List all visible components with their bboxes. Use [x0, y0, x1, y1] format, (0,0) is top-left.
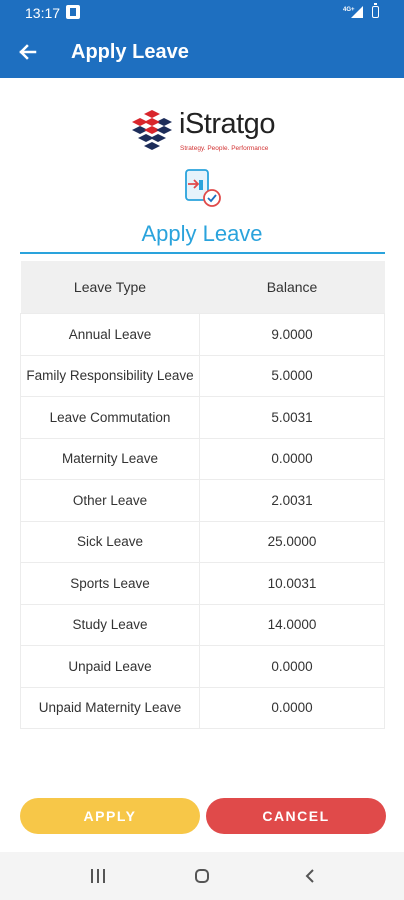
balance-cell: 14.0000	[200, 604, 385, 646]
balance-cell: 10.0031	[200, 563, 385, 605]
column-header-balance: Balance	[200, 261, 385, 314]
balance-cell: 2.0031	[200, 480, 385, 522]
table-row[interactable]	[21, 480, 385, 522]
status-time: 13:17	[25, 5, 61, 21]
apply-button[interactable]: APPLY	[20, 798, 200, 834]
network-type: 4G+	[343, 7, 355, 13]
balance-cell: 0.0000	[200, 438, 385, 480]
status-bar	[0, 0, 404, 26]
balance-cell: 0.0000	[200, 687, 385, 729]
battery-icon	[372, 6, 379, 18]
table-row[interactable]	[21, 355, 385, 397]
app-bar	[0, 26, 404, 78]
leave-balance-table	[20, 261, 385, 729]
balance-cell: 5.0000	[200, 355, 385, 397]
balance-cell: 0.0000	[200, 646, 385, 688]
leave-type-cell: Unpaid Maternity Leave	[21, 687, 200, 729]
company-logo	[128, 110, 280, 154]
table-row[interactable]	[21, 438, 385, 480]
leave-type-cell: Maternity Leave	[21, 438, 200, 480]
home-icon[interactable]	[195, 869, 209, 883]
balance-cell: 9.0000	[200, 314, 385, 356]
recent-apps-icon[interactable]	[90, 869, 106, 883]
action-buttons	[0, 798, 404, 834]
leave-type-cell: Leave Commutation	[21, 397, 200, 439]
table-row[interactable]	[21, 314, 385, 356]
cancel-button[interactable]: CANCEL	[206, 798, 386, 834]
table-row[interactable]	[21, 604, 385, 646]
column-header-leave-type: Leave Type	[21, 261, 200, 314]
balance-cell: 25.0000	[200, 521, 385, 563]
back-button[interactable]	[14, 38, 42, 66]
leave-type-cell: Annual Leave	[21, 314, 200, 356]
leave-type-cell: Family Responsibility Leave	[21, 355, 200, 397]
arrow-left-icon	[14, 38, 42, 66]
leave-document-icon	[184, 168, 222, 208]
heading-divider	[20, 252, 385, 254]
sim-icon	[66, 5, 80, 19]
chevron-left-icon[interactable]	[304, 869, 316, 883]
leave-type-cell: Other Leave	[21, 480, 200, 522]
balance-cell: 5.0031	[200, 397, 385, 439]
leave-type-cell: Sports Leave	[21, 563, 200, 605]
leave-type-cell: Study Leave	[21, 604, 200, 646]
table-row[interactable]	[21, 397, 385, 439]
signal-icon	[351, 6, 363, 18]
system-nav-bar	[0, 852, 404, 900]
page-title: Apply Leave	[71, 41, 189, 63]
leave-type-cell: Sick Leave	[21, 521, 200, 563]
table-row[interactable]	[21, 563, 385, 605]
logo-tagline: Strategy. People. Performance	[180, 145, 269, 152]
table-row[interactable]	[21, 521, 385, 563]
logo-mark-icon	[128, 110, 176, 150]
table-header-row	[21, 261, 385, 314]
table-row[interactable]	[21, 646, 385, 688]
leave-type-cell: Unpaid Leave	[21, 646, 200, 688]
table-row[interactable]	[21, 687, 385, 729]
logo-wordmark: iStratgo	[179, 108, 275, 140]
section-heading: Apply Leave	[141, 221, 263, 246]
